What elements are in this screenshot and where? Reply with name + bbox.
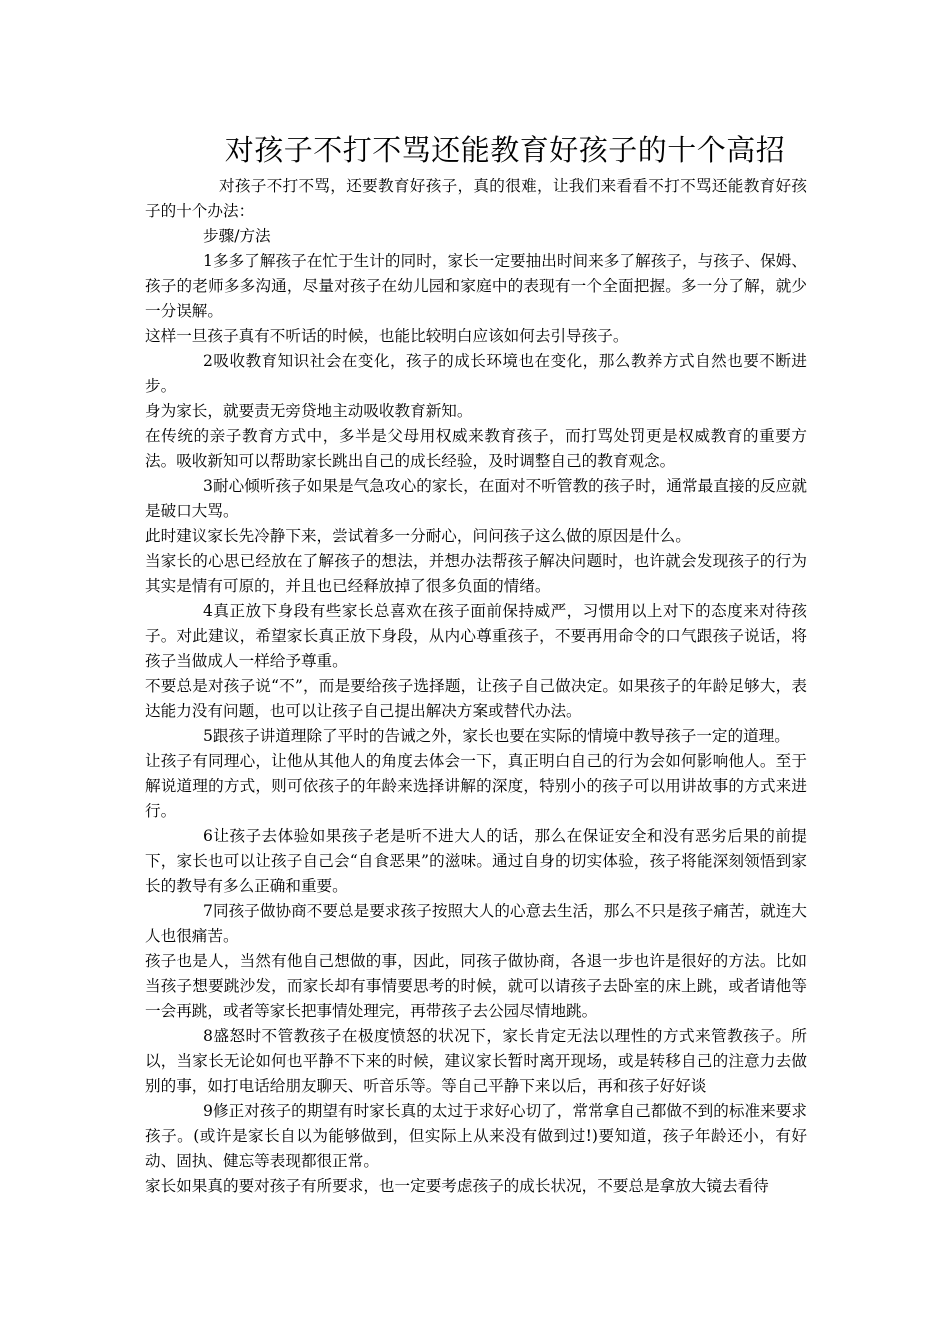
document-body <box>145 174 807 1199</box>
paragraph: 孩子也是人，当然有他自己想做的事，因此，同孩子做协商，各退一步也许是很好的方法。比如当孩子想要跳沙发，而家长却有事情要思考的时候，就可以请孩子去卧室的床上跳，或者请他等一会再跳，或者等家长把事情处理完，再带孩子去公园尽情地跳。 <box>145 952 807 1020</box>
paragraph: 不要总是对孩子说“不”，而是要给孩子选择题，让孩子自己做决定。如果孩子的年龄足够大，表达能力没有问题，也可以让孩子自己提出解决方案或替代办法。 <box>145 677 807 720</box>
paragraph: 当家长的心思已经放在了解孩子的想法，并想办法帮孩子解决问题时，也许就会发现孩子的行为其实是情有可原的，并且也已经释放掉了很多负面的情绪。 <box>145 552 807 595</box>
paragraph-step-6: 6让孩子去体验如果孩子老是听不进大人的话，那么在保证安全和没有恶劣后果的前提下，家长也可以让孩子自己会“自食恶果”的滋味。通过自身的切实体验，孩子将能深刻领悟到家长的教导有多么正确和重要。 <box>145 827 807 895</box>
paragraph-step-8: 8盛怒时不管教孩子在极度愤怒的状况下，家长肯定无法以理性的方式来管教孩子。所以，当家长无论如何也平静不下来的时候，建议家长暂时离开现场，或是转移自己的注意力去做别的事，如打电话给朋友聊天、听音乐等。等自己平静下来以后，再和孩子好好谈 <box>145 1027 807 1095</box>
paragraph-step-3: 3耐心倾听孩子如果是气急攻心的家长，在面对不听管教的孩子时，通常最直接的反应就是破口大骂。 <box>145 477 807 520</box>
paragraph: 家长如果真的要对孩子有所要求，也一定要考虑孩子的成长状况，不要总是拿放大镜去看待 <box>145 1177 769 1195</box>
paragraph-step-5: 5跟孩子讲道理除了平时的告诫之外，家长也要在实际的情境中教导孩子一定的道理。 <box>203 727 790 745</box>
document-title: 对孩子不打不骂还能教育好孩子的十个高招 <box>224 133 786 167</box>
paragraph-step-7: 7同孩子做协商不要总是要求孩子按照大人的心意去生活，那么不只是孩子痛苦，就连大人也很痛苦。 <box>145 902 807 945</box>
steps-heading: 步骤/方法 <box>203 227 271 245</box>
paragraph-step-9: 9修正对孩子的期望有时家长真的太过于求好心切了，常常拿自己都做不到的标准来要求孩子。(或许是家长自以为能够做到，但实际上从来没有做到过!)要知道，孩子年龄还小，有好动、固执、健忘等表现都很正常。 <box>145 1102 807 1170</box>
paragraph: 此时建议家长先冷静下来，尝试着多一分耐心，问问孩子这么做的原因是什么。 <box>145 527 691 545</box>
paragraph: 身为家长，就要责无旁贷地主动吸收教育新知。 <box>145 402 473 420</box>
paragraph-step-1: 1多多了解孩子在忙于生计的同时，家长一定要抽出时间来多了解孩子，与孩子、保姆、孩子的老师多多沟通，尽量对孩子在幼儿园和家庭中的表现有一个全面把握。多一分了解，就少一分误解。 <box>145 252 807 320</box>
paragraph: 在传统的亲子教育方式中，多半是父母用权威来教育孩子，而打骂处罚更是权威教育的重要方法。吸收新知可以帮助家长跳出自己的成长经验，及时调整自己的教育观念。 <box>145 427 807 470</box>
paragraph-step-4: 4真正放下身段有些家长总喜欢在孩子面前保持威严，习惯用以上对下的态度来对待孩子。对此建议，希望家长真正放下身段，从内心尊重孩子，不要再用命令的口气跟孩子说话，将孩子当做成人一样给予尊重。 <box>145 602 807 670</box>
paragraph-step-2: 2吸收教育知识社会在变化，孩子的成长环境也在变化，那么教养方式自然也要不断进步。 <box>145 352 807 395</box>
paragraph: 让孩子有同理心，让他从其他人的角度去体会一下，真正明白自己的行为会如何影响他人。至于解说道理的方式，则可依孩子的年龄来选择讲解的深度，特别小的孩子可以用讲故事的方式来进行。 <box>145 752 807 820</box>
intro-paragraph: 对孩子不打不骂，还要教育好孩子，真的很难，让我们来看看不打不骂还能教育好孩子的十个办法： <box>145 177 807 220</box>
paragraph: 这样一旦孩子真有不听话的时候，也能比较明白应该如何去引导孩子。 <box>145 327 629 345</box>
